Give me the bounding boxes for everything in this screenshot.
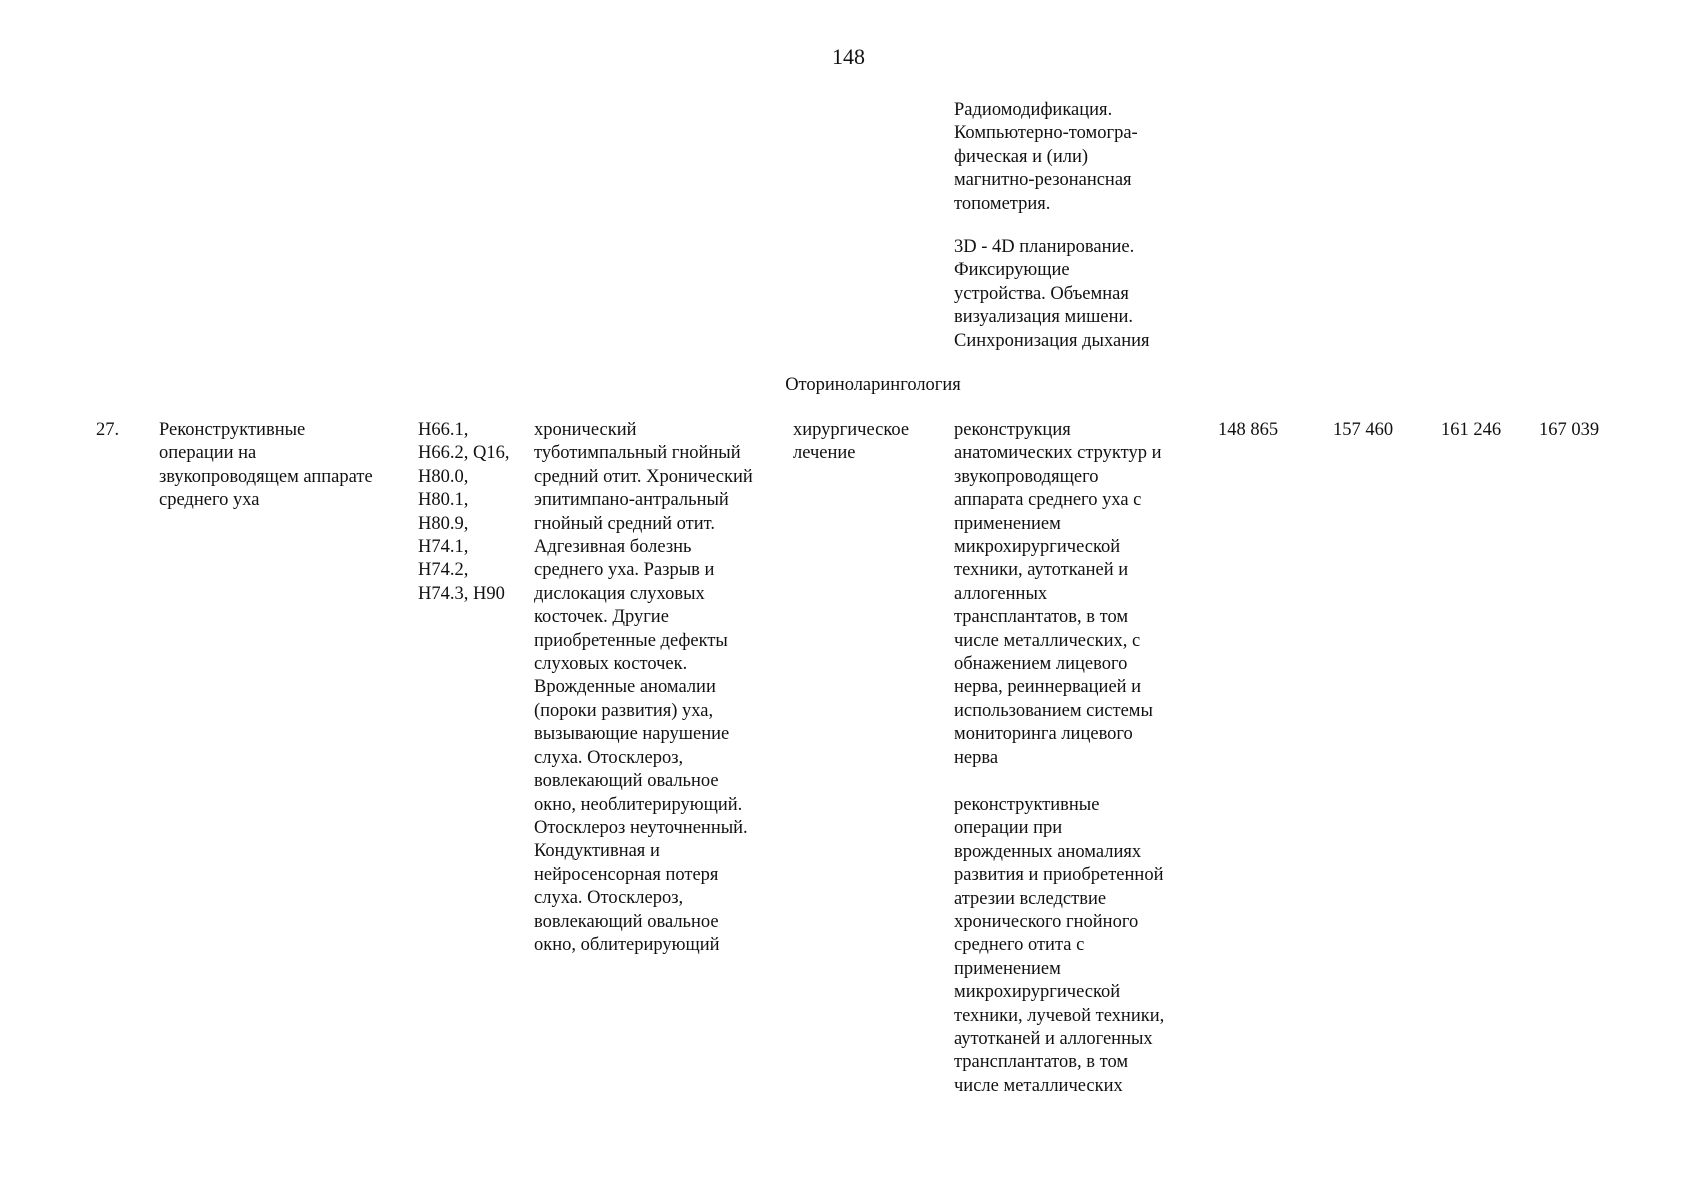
price-value-2: 157 460 [1333,420,1394,440]
method-description-2: реконструктивные операции при врожденных аномалиях развития и приобретенной атрезии вследствие хронического гнойного среднего отита с применением микрохирургической техники, лучевой техники, аутотканей и аллогенных трансплантатов, в том числе металлических [954,795,1165,1096]
method-carryover-paragraph-2: 3D - 4D планирование. Фиксирующие устройства. Объемная визуализация мишени. Синхронизация дыхания [954,237,1150,351]
price-value-1: 148 865 [1218,420,1279,440]
treatment-type: хирургическое лечение [793,420,910,464]
procedure-name: Реконструктивные операции на звукопроводящем аппарате среднего уха [159,420,373,511]
page-number: 148 [832,44,865,69]
method-carryover-paragraph-1: Радиомодификация. Компьютерно-томогра- фическая и (или) магнитно-резонансная топометрия. [954,100,1138,214]
section-title: Оториноларингология [785,375,961,395]
diagnosis-codes: H66.1, H66.2, Q16, H80.0, H80.1, H80.9, H74.1, H74.2, H74.3, H90 [418,420,510,604]
row-number: 27. [96,420,120,440]
price-value-3: 161 246 [1441,420,1502,440]
price-value-4: 167 039 [1539,420,1600,440]
method-description-1: реконструкция анатомических структур и звукопроводящего аппарата среднего уха с применением микрохирургической техники, аутотканей и аллогенных трансплантатов, в том числе металлических, с обнажением лицевого нерва, реиннервацией и использованием системы мониторинга лицевого нерва [954,420,1162,768]
condition-description: хронический туботимпальный гнойный средний отит. Хронический эпитимпано-антральный гнойный средний отит. Адгезивная болезнь среднего уха. Разрыв и дислокация слуховых косточек. Другие приобретенные дефекты слуховых косточек. Врожденные аномалии (пороки развития) уха, вызывающие нарушение слуха. Отосклероз, вовлекающий овальное окно, необлитерирующий. Отосклероз неуточненный. Кондуктивная и нейросенсорная потеря слуха. Отосклероз, вовлекающий овальное окно, облитерирующий [534,420,753,955]
